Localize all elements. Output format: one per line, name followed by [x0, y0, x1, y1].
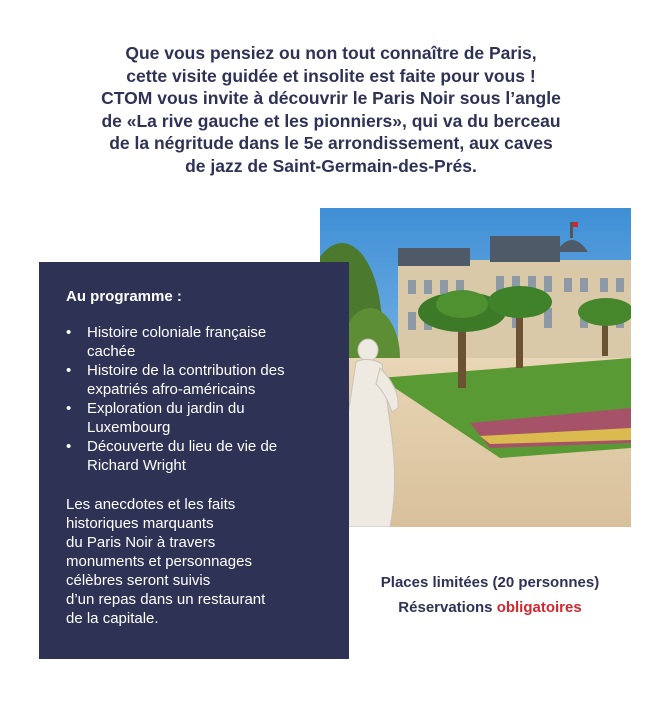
description-line: célèbres seront suivis [66, 572, 211, 589]
program-list [66, 323, 335, 475]
description-line: d’un repas dans un restaurant [66, 591, 266, 608]
program-title: Au programme : [66, 288, 182, 305]
bullet-icon: • [66, 400, 72, 417]
list-item [66, 323, 335, 361]
reservation-info [350, 570, 630, 620]
bullet-icon: • [66, 438, 72, 455]
list-item [66, 361, 335, 399]
reservation-label: Réservations [398, 599, 497, 616]
list-item-line: expatriés afro-américains [87, 381, 256, 398]
list-item-line: Découverte du lieu de vie de [87, 438, 278, 455]
bullet-icon: • [66, 362, 72, 379]
list-item-line: Luxembourg [87, 419, 171, 436]
intro-line: CTOM vous invite à découvrir le Paris Noir sous l’angle [101, 88, 561, 108]
list-item-line: Exploration du jardin du [87, 400, 245, 417]
list-item [66, 437, 335, 475]
description-line: de la capitale. [66, 610, 159, 627]
reservation-line [350, 595, 630, 620]
list-item-line: cachée [87, 343, 136, 360]
description-line: monuments et personnages [66, 553, 252, 570]
description-line: Les anecdotes et les faits [66, 496, 236, 513]
luxembourg-garden-illustration [320, 208, 631, 527]
intro-line: Que vous pensiez ou non tout connaître de Paris, [125, 43, 537, 63]
places-limited: Places limitées (20 personnes) [380, 574, 600, 591]
program-panel [39, 262, 349, 659]
list-item-line: Richard Wright [87, 457, 186, 474]
mandatory-emphasis: obligatoires [496, 599, 582, 616]
intro-line: cette visite guidée et insolite est faite pour vous ! [126, 65, 536, 86]
bullet-icon: • [66, 324, 72, 341]
description-line: historiques marquants [66, 515, 214, 532]
list-item [66, 399, 335, 437]
program-description [66, 495, 335, 628]
luxembourg-garden-photo [320, 208, 631, 527]
intro-line: de jazz de Saint-Germain-des-Prés. [185, 155, 477, 176]
intro-line: de la négritude dans le 5e arrondissement, aux caves [109, 133, 553, 153]
list-item-line: Histoire coloniale française [87, 324, 267, 341]
intro-text [40, 42, 622, 177]
intro-line: de «La rive gauche et les pionniers», qui va du berceau [101, 110, 561, 131]
description-line: du Paris Noir à travers [66, 534, 216, 551]
list-item-line: Histoire de la contribution des [87, 362, 285, 379]
